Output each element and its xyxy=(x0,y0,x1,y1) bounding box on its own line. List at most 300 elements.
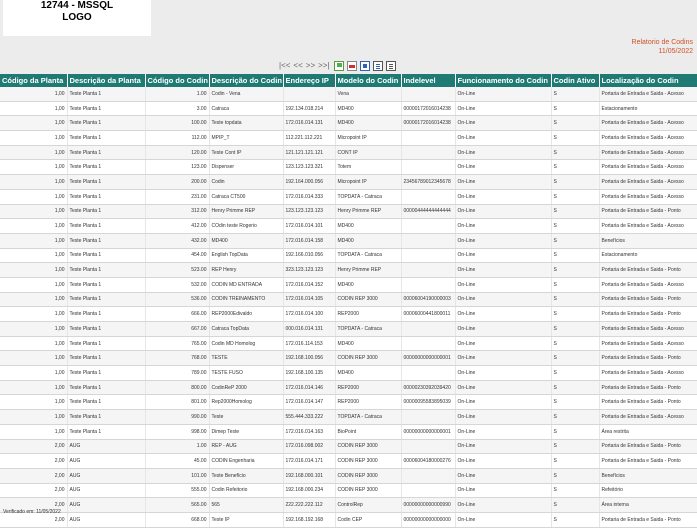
table-cell: Benefícios xyxy=(599,233,697,248)
table-cell: 00000095583895039 xyxy=(401,395,455,410)
table-row xyxy=(0,233,697,248)
table-cell: Teste Planta 1 xyxy=(67,189,145,204)
table-cell: MD400 xyxy=(335,116,401,131)
table-cell: 231.00 xyxy=(145,189,209,204)
table-cell: MD400 xyxy=(335,277,401,292)
column-header: Código da Planta xyxy=(0,74,67,87)
table-cell: 172.016.014.131 xyxy=(283,116,335,131)
table-cell: 000.016.014.131 xyxy=(283,322,335,337)
table-cell: 1,00 xyxy=(0,395,67,410)
table-cell: Teste Planta 1 xyxy=(67,175,145,190)
table-row xyxy=(0,395,697,410)
table-cell: AUG xyxy=(67,439,145,454)
table-cell: S xyxy=(551,175,599,190)
table-cell: 172.016.014.333 xyxy=(283,189,335,204)
table-cell: BioPoint xyxy=(335,424,401,439)
table-cell: CODIN REP 3000 xyxy=(335,468,401,483)
table-cell: Portaria de Entrada e Saida - Acesso xyxy=(599,175,697,190)
table-cell: S xyxy=(551,219,599,234)
table-cell: Henry Primme REP xyxy=(335,263,401,278)
table-row xyxy=(0,204,697,219)
table-cell: 172.016.014.147 xyxy=(283,395,335,410)
verified-footer: Verificado em: 11/05/2022 xyxy=(3,509,61,515)
table-row xyxy=(0,292,697,307)
table-cell: On-Line xyxy=(455,336,551,351)
table-cell: Área interna xyxy=(599,498,697,513)
table-cell: 120.00 xyxy=(145,145,209,160)
table-cell: 1,00 xyxy=(0,101,67,116)
table-cell: On-Line xyxy=(455,439,551,454)
table-cell: 123.123.123.321 xyxy=(283,160,335,175)
table-row xyxy=(0,468,697,483)
last-page-button[interactable]: >>| xyxy=(318,60,330,70)
table-cell: 101.00 xyxy=(145,468,209,483)
table-cell xyxy=(401,219,455,234)
print-page-icon[interactable] xyxy=(386,61,396,71)
table-cell: S xyxy=(551,101,599,116)
table-cell: Portaria de Entrada e Saida - Acesso xyxy=(599,87,697,101)
table-cell: Dimep Teste xyxy=(209,424,283,439)
table-cell: TOPDATA - Catraca xyxy=(335,189,401,204)
table-cell: S xyxy=(551,145,599,160)
table-cell: S xyxy=(551,498,599,513)
table-cell: 800.00 xyxy=(145,380,209,395)
table-header-row xyxy=(0,74,697,87)
table-row xyxy=(0,145,697,160)
table-cell: S xyxy=(551,512,599,527)
table-cell: S xyxy=(551,248,599,263)
table-cell: S xyxy=(551,468,599,483)
table-cell: S xyxy=(551,366,599,381)
table-cell: CODIN REP 3000 xyxy=(335,351,401,366)
table-cell: Estacionamento xyxy=(599,101,697,116)
table-cell: Henry Primme REP xyxy=(335,204,401,219)
table-cell: S xyxy=(551,439,599,454)
table-cell: Teste Planta 1 xyxy=(67,307,145,322)
table-cell: S xyxy=(551,189,599,204)
table-cell: REP2000 xyxy=(335,307,401,322)
table-cell: Estacionamento xyxy=(599,248,697,263)
table-cell: On-Line xyxy=(455,512,551,527)
table-cell: 172.016.014.101 xyxy=(283,219,335,234)
table-cell: Teste Planta 1 xyxy=(67,322,145,337)
table-cell: 990.00 xyxy=(145,410,209,425)
table-cell: 121.121.121.121 xyxy=(283,145,335,160)
report-toolbar xyxy=(278,60,396,71)
table-row xyxy=(0,498,697,513)
table-cell: 801.00 xyxy=(145,395,209,410)
table-cell: MD400 xyxy=(335,233,401,248)
table-cell: Teste Planta 1 xyxy=(67,204,145,219)
table-cell: AUG xyxy=(67,454,145,469)
table-cell: COdin teste Rogerio xyxy=(209,219,283,234)
table-cell: 123.00 xyxy=(145,160,209,175)
table-cell: English TopData xyxy=(209,248,283,263)
table-row xyxy=(0,366,697,381)
table-cell: REP2000 xyxy=(335,380,401,395)
table-cell: Micropoint IP xyxy=(335,175,401,190)
table-cell: CODIN TREINAMENTO xyxy=(209,292,283,307)
table-cell: S xyxy=(551,454,599,469)
table-cell: MD400 xyxy=(335,336,401,351)
table-cell: 45.00 xyxy=(145,454,209,469)
table-cell: S xyxy=(551,233,599,248)
table-cell: CODIN MD ENTRADA xyxy=(209,277,283,292)
table-cell: 555.444.333.222 xyxy=(283,410,335,425)
table-cell: Teste topdata xyxy=(209,116,283,131)
table-cell: Catraca TopData xyxy=(209,322,283,337)
table-cell: Portaria de Entrada e Saida - Acesso xyxy=(599,189,697,204)
table-cell: 2,00 xyxy=(0,468,67,483)
table-cell: 1,00 xyxy=(0,424,67,439)
table-row xyxy=(0,175,697,190)
table-cell: Codin xyxy=(209,175,283,190)
table-cell xyxy=(401,468,455,483)
table-cell: MD400 xyxy=(209,233,283,248)
table-cell: 1,00 xyxy=(0,292,67,307)
table-cell: 00000444444444444 xyxy=(401,204,455,219)
table-cell: 1,00 xyxy=(0,175,67,190)
table-cell xyxy=(401,439,455,454)
table-cell: On-Line xyxy=(455,189,551,204)
column-header: Descrição do Codin xyxy=(209,74,283,87)
previous-page-button[interactable]: << xyxy=(293,60,303,70)
table-cell: 222.222.222.112 xyxy=(283,498,335,513)
table-cell: 192.164.000.056 xyxy=(283,175,335,190)
table-cell: 565.00 xyxy=(145,498,209,513)
table-cell: Catraca xyxy=(209,101,283,116)
table-cell: Teste Planta 1 xyxy=(67,292,145,307)
table-row xyxy=(0,410,697,425)
table-cell: S xyxy=(551,410,599,425)
table-cell: 536.00 xyxy=(145,292,209,307)
table-cell: 2,00 xyxy=(0,454,67,469)
table-cell: On-Line xyxy=(455,87,551,101)
table-row xyxy=(0,483,697,498)
table-cell: S xyxy=(551,322,599,337)
table-cell: Micropoint IP xyxy=(335,131,401,146)
table-cell: Portaria de Entrada e Saida - Ponto xyxy=(599,263,697,278)
table-cell: Teste Planta 1 xyxy=(67,248,145,263)
table-cell: 192.168.000.234 xyxy=(283,483,335,498)
logo-box xyxy=(3,0,151,36)
table-cell: 768.00 xyxy=(145,351,209,366)
table-cell: On-Line xyxy=(455,468,551,483)
table-cell: Teste Planta 1 xyxy=(67,410,145,425)
table-row xyxy=(0,424,697,439)
table-cell: Teste xyxy=(209,410,283,425)
table-cell: On-Line xyxy=(455,248,551,263)
table-cell: 00000000000000001 xyxy=(401,351,455,366)
table-cell: MD400 xyxy=(335,101,401,116)
table-cell: 192.168.100.135 xyxy=(283,366,335,381)
table-cell: AUG xyxy=(67,468,145,483)
table-cell xyxy=(401,277,455,292)
table-cell: Teste Planta 1 xyxy=(67,145,145,160)
table-cell: On-Line xyxy=(455,116,551,131)
column-header: Descrição da Planta xyxy=(67,74,145,87)
table-cell: Portaria de Entrada e Saida - Ponto xyxy=(599,454,697,469)
table-cell: 172.016.014.158 xyxy=(283,233,335,248)
table-cell: Teste Planta 1 xyxy=(67,395,145,410)
table-row xyxy=(0,263,697,278)
table-cell: 3.00 xyxy=(145,101,209,116)
table-cell: Portaria de Entrada e Saida - Acesso xyxy=(599,160,697,175)
table-cell: CODIN REP 3000 xyxy=(335,292,401,307)
flag-icon[interactable] xyxy=(334,61,344,71)
table-cell: 565 xyxy=(209,498,283,513)
table-row xyxy=(0,307,697,322)
table-cell: Teste Planta 1 xyxy=(67,336,145,351)
table-row xyxy=(0,87,697,101)
table-cell: Portaria de Entrada e Saida - Acesso xyxy=(599,116,697,131)
table-cell: On-Line xyxy=(455,307,551,322)
table-cell: On-Line xyxy=(455,204,551,219)
table-cell: REP - AUG xyxy=(209,439,283,454)
table-cell: 1,00 xyxy=(0,366,67,381)
table-cell: Catraca CT500 xyxy=(209,189,283,204)
excel-export-icon[interactable] xyxy=(360,61,370,71)
table-cell xyxy=(401,366,455,381)
table-cell: 1,00 xyxy=(0,322,67,337)
table-cell: ControlRep xyxy=(335,498,401,513)
table-cell: 2,00 xyxy=(0,498,67,513)
table-cell: 192.168.192.168 xyxy=(283,512,335,527)
table-cell: S xyxy=(551,424,599,439)
table-cell: 1,00 xyxy=(0,248,67,263)
table-cell: Teste Planta 1 xyxy=(67,160,145,175)
table-cell: 00000000000000001 xyxy=(401,424,455,439)
table-cell: 112.00 xyxy=(145,131,209,146)
table-cell: On-Line xyxy=(455,101,551,116)
table-cell: On-Line xyxy=(455,145,551,160)
table-cell: On-Line xyxy=(455,160,551,175)
table-cell xyxy=(401,189,455,204)
table-cell: 523.00 xyxy=(145,263,209,278)
table-cell: CODIN REP 3000 xyxy=(335,439,401,454)
table-cell: Teste Planta 1 xyxy=(67,277,145,292)
word-export-icon[interactable] xyxy=(373,61,383,71)
table-cell: Teste IP xyxy=(209,512,283,527)
logo-title: 12744 - MSSQL xyxy=(40,0,114,11)
table-cell: 00006004180000276 xyxy=(401,454,455,469)
table-cell: MD400 xyxy=(335,366,401,381)
table-cell: 100.00 xyxy=(145,116,209,131)
table-cell: Portaria de Entrada e Saida - Ponto xyxy=(599,395,697,410)
column-header: Funcionamento do Codin xyxy=(455,74,551,87)
column-header: Endereço IP xyxy=(283,74,335,87)
table-cell: MPIP_T xyxy=(209,131,283,146)
table-cell xyxy=(401,336,455,351)
table-cell: Portaria de Entrada e Saida - Acesso xyxy=(599,277,697,292)
table-cell: 172.016.114.153 xyxy=(283,336,335,351)
table-row xyxy=(0,512,697,527)
table-cell: Teste Benefício xyxy=(209,468,283,483)
table-cell: 1,00 xyxy=(0,410,67,425)
table-cell: 667.00 xyxy=(145,322,209,337)
table-cell: S xyxy=(551,292,599,307)
table-cell: Portaria de Entrada e Saida - Acesso xyxy=(599,145,697,160)
table-cell: 1,00 xyxy=(0,307,67,322)
table-row xyxy=(0,160,697,175)
table-cell: 1,00 xyxy=(0,160,67,175)
table-cell: 998.00 xyxy=(145,424,209,439)
table-cell: 172.016.014.100 xyxy=(283,307,335,322)
table-cell: 666.00 xyxy=(145,307,209,322)
table-cell: S xyxy=(551,116,599,131)
table-cell: CODIN REP 3000 xyxy=(335,483,401,498)
table-row xyxy=(0,248,697,263)
table-cell xyxy=(401,263,455,278)
table-cell: 1,00 xyxy=(0,219,67,234)
table-row xyxy=(0,116,697,131)
table-cell: 789.00 xyxy=(145,366,209,381)
table-cell: REP Henry xyxy=(209,263,283,278)
next-page-button[interactable]: >> xyxy=(305,60,316,70)
table-cell xyxy=(401,233,455,248)
table-cell: AUG xyxy=(67,512,145,527)
table-cell: 2,00 xyxy=(0,512,67,527)
table-cell: On-Line xyxy=(455,263,551,278)
table-cell: TOPDATA - Catraca xyxy=(335,322,401,337)
table-cell: CONT IP xyxy=(335,145,401,160)
table-cell: Benefícios xyxy=(599,468,697,483)
table-cell: Codin - Vena xyxy=(209,87,283,101)
table-cell: CodinReP 2000 xyxy=(209,380,283,395)
table-cell: 1,00 xyxy=(0,204,67,219)
table-cell: REP2000Edivaldo xyxy=(209,307,283,322)
table-cell: 1,00 xyxy=(0,277,67,292)
table-cell: 454.00 xyxy=(145,248,209,263)
report-title: Relatorio de Codins xyxy=(631,39,693,46)
table-cell: 765.00 xyxy=(145,336,209,351)
table-cell: On-Line xyxy=(455,322,551,337)
pdf-export-icon[interactable] xyxy=(347,61,357,71)
table-cell xyxy=(401,131,455,146)
table-cell: Teste Planta 1 xyxy=(67,366,145,381)
table-cell: On-Line xyxy=(455,366,551,381)
table-cell: Portaria de Entrada e Saida - Acesso xyxy=(599,322,697,337)
table-cell: S xyxy=(551,336,599,351)
table-cell: 2,00 xyxy=(0,483,67,498)
table-cell: REP2000 xyxy=(335,395,401,410)
table-cell xyxy=(401,87,455,101)
table-cell: Dispenser xyxy=(209,160,283,175)
report-date: 11/05/2022 xyxy=(658,48,693,55)
table-cell: 112.221.112.221 xyxy=(283,131,335,146)
table-cell: CODIN REP 3000 xyxy=(335,454,401,469)
table-cell: 532.00 xyxy=(145,277,209,292)
table-row xyxy=(0,336,697,351)
table-cell: 172.016.014.163 xyxy=(283,424,335,439)
table-cell: Portaria de Entrada e Saida - Ponto xyxy=(599,512,697,527)
table-cell: 192.168.100.056 xyxy=(283,351,335,366)
table-cell: On-Line xyxy=(455,498,551,513)
table-cell: On-Line xyxy=(455,233,551,248)
table-cell: Portaria de Entrada e Saida - Acesso xyxy=(599,410,697,425)
table-row xyxy=(0,439,697,454)
table-cell: 123.123.123.123 xyxy=(283,204,335,219)
table-cell: Rep2000Homolog xyxy=(209,395,283,410)
table-cell: On-Line xyxy=(455,380,551,395)
table-cell: Portaria de Entrada e Saida - Acesso xyxy=(599,219,697,234)
table-cell xyxy=(401,410,455,425)
table-cell: 172.016.014.146 xyxy=(283,380,335,395)
table-cell: Codin MD Homolog xyxy=(209,336,283,351)
table-cell: On-Line xyxy=(455,219,551,234)
table-cell: Teste Planta 1 xyxy=(67,351,145,366)
table-cell: 1,00 xyxy=(0,380,67,395)
table-cell: Portaria de Entrada e Saida - Ponto xyxy=(599,292,697,307)
table-cell: 00000000000000990 xyxy=(401,498,455,513)
table-cell: S xyxy=(551,160,599,175)
table-cell: 323.123.123.123 xyxy=(283,263,335,278)
table-cell: 432.00 xyxy=(145,233,209,248)
table-cell: 412.00 xyxy=(145,219,209,234)
table-cell: TESTE FUSO xyxy=(209,366,283,381)
column-header: Localização do Codin xyxy=(599,74,697,87)
table-cell: 192.166.010.056 xyxy=(283,248,335,263)
table-cell: Teste Planta 1 xyxy=(67,87,145,101)
table-cell: On-Line xyxy=(455,395,551,410)
table-cell: On-Line xyxy=(455,424,551,439)
table-cell: 172.016.098.002 xyxy=(283,439,335,454)
table-cell: 172.016.014.105 xyxy=(283,292,335,307)
table-cell: 1,00 xyxy=(0,131,67,146)
table-cell: On-Line xyxy=(455,175,551,190)
table-cell: S xyxy=(551,395,599,410)
table-cell: S xyxy=(551,87,599,101)
table-cell: 668.00 xyxy=(145,512,209,527)
table-cell: 172.016.014.171 xyxy=(283,454,335,469)
table-cell: 00000172016014238 xyxy=(401,116,455,131)
table-row xyxy=(0,189,697,204)
table-cell xyxy=(283,87,335,101)
table-cell: CODIN Engenharia xyxy=(209,454,283,469)
table-cell: On-Line xyxy=(455,410,551,425)
report-header xyxy=(632,38,693,56)
table-cell: S xyxy=(551,351,599,366)
table-cell: AUG xyxy=(67,498,145,513)
table-row xyxy=(0,454,697,469)
table-cell: 00006004190000003 xyxy=(401,292,455,307)
table-cell: Totem xyxy=(335,160,401,175)
table-cell: S xyxy=(551,380,599,395)
table-cell: 312.00 xyxy=(145,204,209,219)
table-cell: 00000000000000000 xyxy=(401,512,455,527)
logo-text: LOGO xyxy=(62,12,92,23)
table-cell: On-Line xyxy=(455,292,551,307)
column-header: Código do Codin xyxy=(145,74,209,87)
table-cell: On-Line xyxy=(455,483,551,498)
table-cell: TESTE xyxy=(209,351,283,366)
table-cell: 172.016.014.152 xyxy=(283,277,335,292)
table-cell: 1.00 xyxy=(145,439,209,454)
table-cell: Portaria de Entrada e Saida - Ponto xyxy=(599,307,697,322)
table-cell: 1,00 xyxy=(0,351,67,366)
first-page-button[interactable]: |<< xyxy=(279,60,291,70)
column-header: Modelo do Codin xyxy=(335,74,401,87)
table-cell: Teste Planta 1 xyxy=(67,233,145,248)
table-cell: S xyxy=(551,483,599,498)
table-cell: Vena xyxy=(335,87,401,101)
table-cell: 00006000441800011 xyxy=(401,307,455,322)
column-header: Codin Ativo xyxy=(551,74,599,87)
table-cell: MD400 xyxy=(335,219,401,234)
table-cell: Teste Planta 1 xyxy=(67,131,145,146)
table-cell: S xyxy=(551,263,599,278)
table-cell: Área restrita xyxy=(599,424,697,439)
